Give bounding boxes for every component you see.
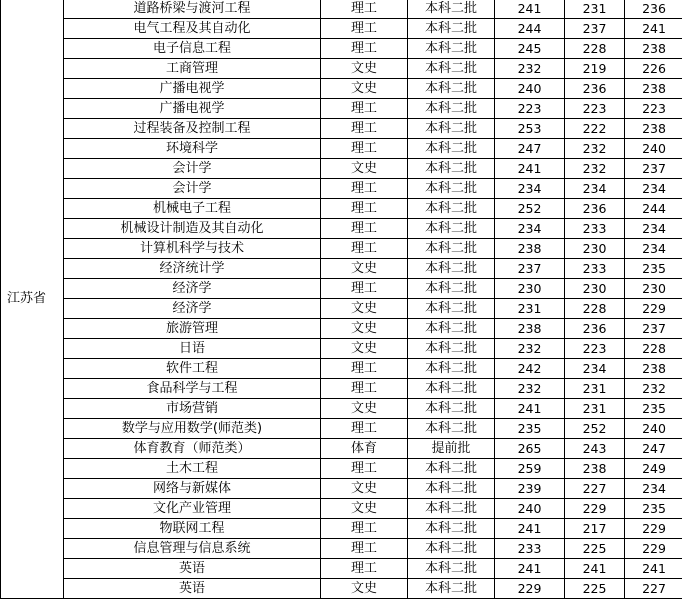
batch-cell: 本科二批 — [408, 19, 495, 39]
category-cell: 理工 — [321, 279, 408, 299]
category-cell: 理工 — [321, 0, 408, 19]
highest-score-cell: 244 — [495, 19, 565, 39]
average-score-cell: 236 — [625, 0, 682, 19]
table-row — [1, 419, 682, 439]
major-cell: 会计学 — [64, 159, 321, 179]
major-cell: 食品科学与工程 — [64, 379, 321, 399]
highest-score-cell: 223 — [495, 99, 565, 119]
major-cell: 广播电视学 — [64, 79, 321, 99]
average-score-cell: 229 — [625, 539, 682, 559]
major-cell: 英语 — [64, 579, 321, 599]
major-cell: 网络与新媒体 — [64, 479, 321, 499]
table-row — [1, 319, 682, 339]
table-row — [1, 339, 682, 359]
major-cell: 物联网工程 — [64, 519, 321, 539]
batch-cell: 本科二批 — [408, 179, 495, 199]
category-cell: 理工 — [321, 219, 408, 239]
average-score-cell: 238 — [625, 39, 682, 59]
major-cell: 电子信息工程 — [64, 39, 321, 59]
category-cell: 文史 — [321, 579, 408, 599]
average-score-cell: 237 — [625, 159, 682, 179]
major-cell: 土木工程 — [64, 459, 321, 479]
batch-cell: 本科二批 — [408, 479, 495, 499]
batch-cell: 本科二批 — [408, 259, 495, 279]
batch-cell: 本科二批 — [408, 339, 495, 359]
average-score-cell: 230 — [625, 279, 682, 299]
lowest-score-cell: 231 — [565, 0, 625, 19]
highest-score-cell: 240 — [495, 79, 565, 99]
lowest-score-cell: 236 — [565, 79, 625, 99]
table-row — [1, 239, 682, 259]
average-score-cell: 234 — [625, 179, 682, 199]
highest-score-cell: 232 — [495, 59, 565, 79]
major-cell: 环境科学 — [64, 139, 321, 159]
table-row — [1, 559, 682, 579]
major-cell: 广播电视学 — [64, 99, 321, 119]
table-row — [1, 519, 682, 539]
average-score-cell: 249 — [625, 459, 682, 479]
highest-score-cell: 241 — [495, 519, 565, 539]
lowest-score-cell: 241 — [565, 559, 625, 579]
table-row — [1, 259, 682, 279]
batch-cell: 本科二批 — [408, 99, 495, 119]
average-score-cell: 228 — [625, 339, 682, 359]
highest-score-cell: 232 — [495, 379, 565, 399]
category-cell: 理工 — [321, 539, 408, 559]
average-score-cell: 223 — [625, 99, 682, 119]
highest-score-cell: 252 — [495, 199, 565, 219]
average-score-cell: 226 — [625, 59, 682, 79]
highest-score-cell: 241 — [495, 0, 565, 19]
category-cell: 文史 — [321, 299, 408, 319]
lowest-score-cell: 225 — [565, 579, 625, 599]
category-cell: 理工 — [321, 559, 408, 579]
average-score-cell: 238 — [625, 359, 682, 379]
batch-cell: 本科二批 — [408, 379, 495, 399]
lowest-score-cell: 231 — [565, 399, 625, 419]
major-cell: 文化产业管理 — [64, 499, 321, 519]
category-cell: 文史 — [321, 399, 408, 419]
lowest-score-cell: 234 — [565, 359, 625, 379]
lowest-score-cell: 219 — [565, 59, 625, 79]
highest-score-cell: 234 — [495, 219, 565, 239]
table-row — [1, 359, 682, 379]
lowest-score-cell: 233 — [565, 219, 625, 239]
average-score-cell: 232 — [625, 379, 682, 399]
category-cell: 文史 — [321, 259, 408, 279]
batch-cell: 本科二批 — [408, 539, 495, 559]
table-row — [1, 0, 682, 19]
highest-score-cell: 247 — [495, 139, 565, 159]
category-cell: 理工 — [321, 19, 408, 39]
batch-cell: 本科二批 — [408, 519, 495, 539]
highest-score-cell: 239 — [495, 479, 565, 499]
category-cell: 理工 — [321, 139, 408, 159]
batch-cell: 本科二批 — [408, 219, 495, 239]
table-row — [1, 379, 682, 399]
average-score-cell: 235 — [625, 259, 682, 279]
major-cell: 旅游管理 — [64, 319, 321, 339]
major-cell: 英语 — [64, 559, 321, 579]
table-row — [1, 499, 682, 519]
highest-score-cell: 242 — [495, 359, 565, 379]
highest-score-cell: 237 — [495, 259, 565, 279]
province-cell: 江苏省 — [1, 0, 64, 599]
average-score-cell: 227 — [625, 579, 682, 599]
major-cell: 市场营销 — [64, 399, 321, 419]
lowest-score-cell: 217 — [565, 519, 625, 539]
average-score-cell: 235 — [625, 499, 682, 519]
category-cell: 理工 — [321, 519, 408, 539]
average-score-cell: 234 — [625, 239, 682, 259]
category-cell: 体育 — [321, 439, 408, 459]
highest-score-cell: 245 — [495, 39, 565, 59]
highest-score-cell: 233 — [495, 539, 565, 559]
table-row — [1, 99, 682, 119]
batch-cell: 本科二批 — [408, 299, 495, 319]
average-score-cell: 229 — [625, 299, 682, 319]
highest-score-cell: 241 — [495, 559, 565, 579]
lowest-score-cell: 243 — [565, 439, 625, 459]
batch-cell: 本科二批 — [408, 119, 495, 139]
major-cell: 计算机科学与技术 — [64, 239, 321, 259]
lowest-score-cell: 236 — [565, 199, 625, 219]
major-cell: 道路桥梁与渡河工程 — [64, 0, 321, 19]
average-score-cell: 234 — [625, 479, 682, 499]
lowest-score-cell: 232 — [565, 139, 625, 159]
highest-score-cell: 230 — [495, 279, 565, 299]
batch-cell: 本科二批 — [408, 159, 495, 179]
lowest-score-cell: 232 — [565, 159, 625, 179]
highest-score-cell: 231 — [495, 299, 565, 319]
major-cell: 机械设计制造及其自动化 — [64, 219, 321, 239]
category-cell: 理工 — [321, 99, 408, 119]
table-row — [1, 39, 682, 59]
average-score-cell: 237 — [625, 319, 682, 339]
highest-score-cell: 232 — [495, 339, 565, 359]
major-cell: 经济学 — [64, 279, 321, 299]
lowest-score-cell: 230 — [565, 279, 625, 299]
category-cell: 理工 — [321, 459, 408, 479]
highest-score-cell: 265 — [495, 439, 565, 459]
major-cell: 信息管理与信息系统 — [64, 539, 321, 559]
batch-cell: 本科二批 — [408, 199, 495, 219]
average-score-cell: 241 — [625, 559, 682, 579]
major-cell: 体育教育（师范类） — [64, 439, 321, 459]
table-row — [1, 59, 682, 79]
category-cell: 理工 — [321, 359, 408, 379]
lowest-score-cell: 236 — [565, 319, 625, 339]
batch-cell: 本科二批 — [408, 499, 495, 519]
batch-cell: 本科二批 — [408, 559, 495, 579]
highest-score-cell: 240 — [495, 499, 565, 519]
lowest-score-cell: 225 — [565, 539, 625, 559]
batch-cell: 本科二批 — [408, 139, 495, 159]
lowest-score-cell: 223 — [565, 99, 625, 119]
batch-cell: 本科二批 — [408, 319, 495, 339]
major-cell: 数学与应用数学(师范类) — [64, 419, 321, 439]
average-score-cell: 235 — [625, 399, 682, 419]
major-cell: 软件工程 — [64, 359, 321, 379]
average-score-cell: 241 — [625, 19, 682, 39]
major-cell: 电气工程及其自动化 — [64, 19, 321, 39]
lowest-score-cell: 228 — [565, 39, 625, 59]
table-row — [1, 479, 682, 499]
major-cell: 经济学 — [64, 299, 321, 319]
lowest-score-cell: 222 — [565, 119, 625, 139]
batch-cell: 本科二批 — [408, 359, 495, 379]
lowest-score-cell: 229 — [565, 499, 625, 519]
average-score-cell: 240 — [625, 139, 682, 159]
table-row — [1, 459, 682, 479]
lowest-score-cell: 227 — [565, 479, 625, 499]
lowest-score-cell: 228 — [565, 299, 625, 319]
batch-cell: 本科二批 — [408, 279, 495, 299]
highest-score-cell: 241 — [495, 399, 565, 419]
batch-cell: 本科二批 — [408, 579, 495, 599]
highest-score-cell: 235 — [495, 419, 565, 439]
table-row — [1, 79, 682, 99]
highest-score-cell: 238 — [495, 319, 565, 339]
category-cell: 文史 — [321, 159, 408, 179]
highest-score-cell: 259 — [495, 459, 565, 479]
category-cell: 理工 — [321, 179, 408, 199]
category-cell: 理工 — [321, 379, 408, 399]
table-row — [1, 579, 682, 599]
lowest-score-cell: 231 — [565, 379, 625, 399]
major-cell: 机械电子工程 — [64, 199, 321, 219]
lowest-score-cell: 230 — [565, 239, 625, 259]
table-row — [1, 439, 682, 459]
table-row — [1, 279, 682, 299]
average-score-cell: 229 — [625, 519, 682, 539]
score-table-body — [1, 0, 682, 599]
batch-cell: 本科二批 — [408, 59, 495, 79]
highest-score-cell: 253 — [495, 119, 565, 139]
table-row — [1, 299, 682, 319]
batch-cell: 本科二批 — [408, 39, 495, 59]
table-row — [1, 19, 682, 39]
table-row — [1, 119, 682, 139]
lowest-score-cell: 237 — [565, 19, 625, 39]
category-cell: 文史 — [321, 79, 408, 99]
batch-cell: 提前批 — [408, 439, 495, 459]
major-cell: 经济统计学 — [64, 259, 321, 279]
category-cell: 理工 — [321, 119, 408, 139]
category-cell: 文史 — [321, 499, 408, 519]
category-cell: 理工 — [321, 239, 408, 259]
lowest-score-cell: 234 — [565, 179, 625, 199]
table-row — [1, 199, 682, 219]
table-row — [1, 139, 682, 159]
batch-cell: 本科二批 — [408, 459, 495, 479]
highest-score-cell: 234 — [495, 179, 565, 199]
average-score-cell: 240 — [625, 419, 682, 439]
batch-cell: 本科二批 — [408, 0, 495, 19]
average-score-cell: 238 — [625, 79, 682, 99]
lowest-score-cell: 238 — [565, 459, 625, 479]
average-score-cell: 247 — [625, 439, 682, 459]
batch-cell: 本科二批 — [408, 419, 495, 439]
category-cell: 文史 — [321, 339, 408, 359]
table-row — [1, 159, 682, 179]
lowest-score-cell: 252 — [565, 419, 625, 439]
lowest-score-cell: 223 — [565, 339, 625, 359]
highest-score-cell: 238 — [495, 239, 565, 259]
category-cell: 文史 — [321, 59, 408, 79]
average-score-cell: 244 — [625, 199, 682, 219]
major-cell: 工商管理 — [64, 59, 321, 79]
average-score-cell: 238 — [625, 119, 682, 139]
category-cell: 理工 — [321, 199, 408, 219]
batch-cell: 本科二批 — [408, 79, 495, 99]
table-row — [1, 539, 682, 559]
category-cell: 文史 — [321, 479, 408, 499]
category-cell: 理工 — [321, 419, 408, 439]
major-cell: 会计学 — [64, 179, 321, 199]
major-cell: 日语 — [64, 339, 321, 359]
table-row — [1, 219, 682, 239]
average-score-cell: 234 — [625, 219, 682, 239]
lowest-score-cell: 233 — [565, 259, 625, 279]
highest-score-cell: 229 — [495, 579, 565, 599]
table-row — [1, 179, 682, 199]
batch-cell: 本科二批 — [408, 399, 495, 419]
batch-cell: 本科二批 — [408, 239, 495, 259]
table-row — [1, 399, 682, 419]
category-cell: 文史 — [321, 319, 408, 339]
highest-score-cell: 241 — [495, 159, 565, 179]
major-cell: 过程装备及控制工程 — [64, 119, 321, 139]
category-cell: 理工 — [321, 39, 408, 59]
